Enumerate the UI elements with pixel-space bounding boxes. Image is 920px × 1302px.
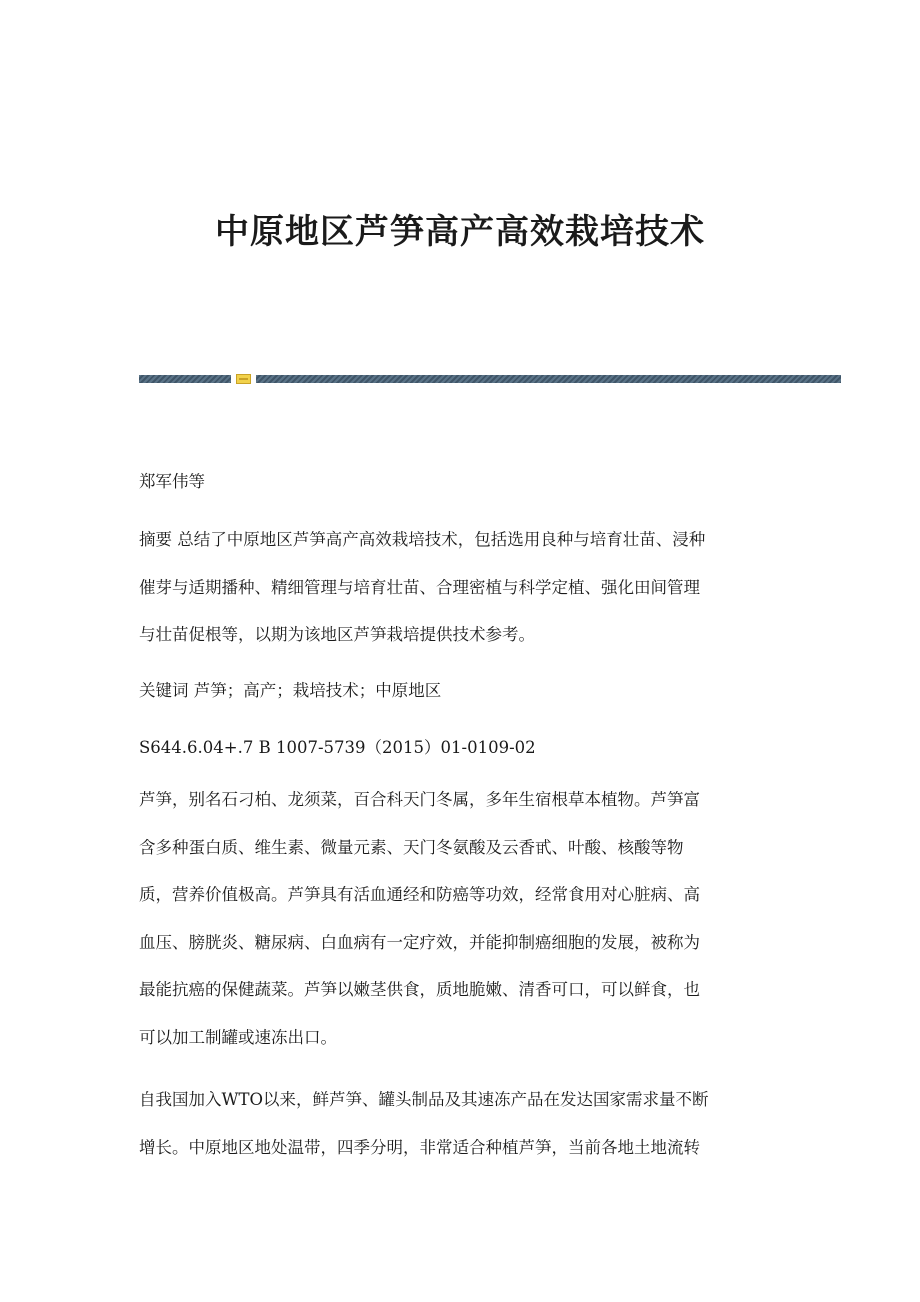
- paragraph-line: 血压、膀胱炎、糖尿病、白血病有一定疗效，并能抑制癌细胞的发展，被称为: [139, 932, 700, 952]
- paragraph-line: 质，营养价值极高。芦笋具有活血通经和防癌等功效，经常食用对心脏病、高: [139, 885, 700, 904]
- abstract-line: 催芽与适期播种、精细管理与培育壮苗、合理密植与科学定植、强化田间管理: [139, 577, 700, 597]
- abstract-line: 摘要 总结了中原地区芦笋高产高效栽培技术，包括选用良种与培育壮苗、浸种: [139, 530, 706, 549]
- paragraph-line: 含多种蛋白质、维生素、微量元素、天门冬氨酸及云香甙、叶酸、核酸等物: [139, 837, 684, 857]
- abstract: [139, 516, 779, 659]
- paragraph-line: 最能抗癌的保健蔬菜。芦笋以嫩茎供食，质地脆嫩、清香可口，可以鲜食，也: [139, 980, 700, 999]
- document-title: 中原地区芦笋高产高效栽培技术: [215, 212, 705, 252]
- paragraph-1: [139, 776, 779, 1061]
- keywords-line: 关键词 芦笋；高产；栽培技术；中原地区: [139, 681, 442, 700]
- divider-left-bar: [139, 375, 231, 383]
- title-divider: [139, 375, 841, 384]
- paragraph-line: 芦笋，别名石刁柏、龙须菜，百合科天门冬属，多年生宿根草本植物。芦笋富: [139, 790, 700, 809]
- author-line: 郑军伟等: [139, 472, 205, 491]
- divider-emblem-icon: [236, 374, 251, 384]
- paragraph-line: 自我国加入WTO以来，鲜芦笋、罐头制品及其速冻产品在发达国家需求量不断: [139, 1090, 709, 1109]
- abstract-line: 与壮苗促根等，以期为该地区芦笋栽培提供技术参考。: [139, 625, 535, 644]
- divider-right-bar: [256, 375, 841, 383]
- paragraph-line: 增长。中原地区地处温带，四季分明，非常适合种植芦笋，当前各地土地流转: [139, 1137, 700, 1157]
- paragraph-line: 可以加工制罐或速冻出口。: [139, 1027, 337, 1047]
- paragraph-2: [139, 1076, 779, 1171]
- classification-line: S644.6.04+.7 B 1007-5739（2015）01-0109-02: [139, 738, 536, 757]
